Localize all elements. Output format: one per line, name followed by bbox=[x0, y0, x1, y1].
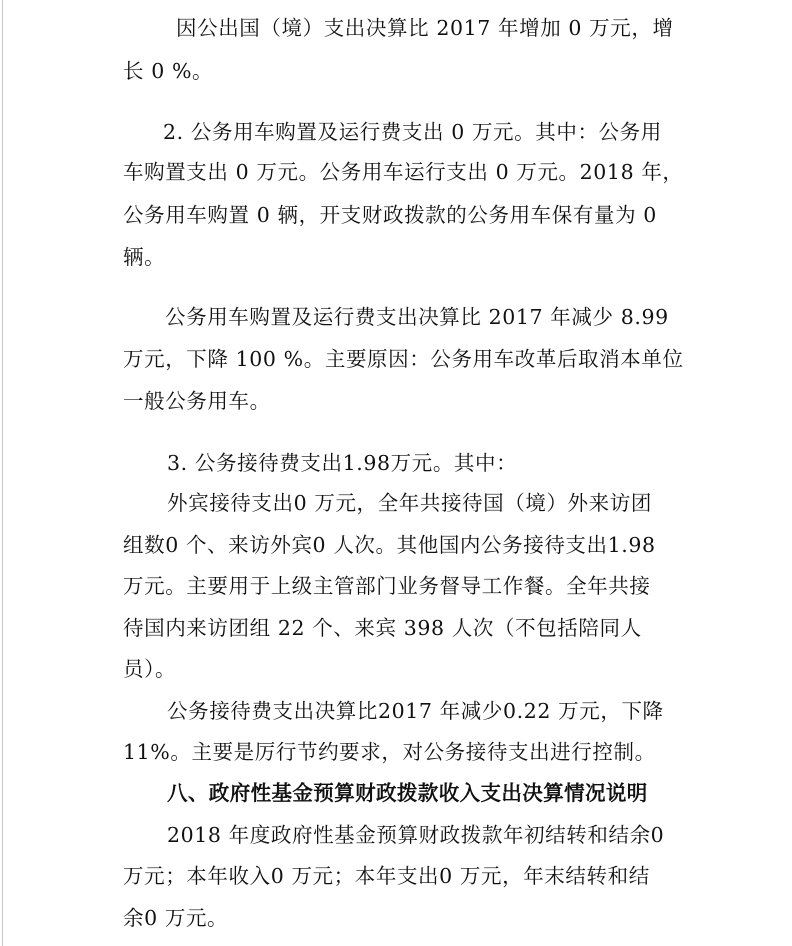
paragraph-line: 2. 公务用车购置及运行费支出 0 万元。其中：公务用 bbox=[163, 120, 662, 144]
paragraph-line: 11%。主要是厉行节约要求，对公务接待支出进行控制。 bbox=[123, 740, 656, 764]
paragraph-line: 余0 万元。 bbox=[123, 906, 229, 930]
paragraph-line: 待国内来访团组 22 个、来宾 398 人次（不包括陪同人 bbox=[123, 616, 642, 640]
paragraph-line: 因公出国（境）支出决算比 2017 年增加 0 万元，增 bbox=[176, 16, 674, 40]
paragraph-line: 组数0 个、来访外宾0 人次。其他国内公务接待支出1.98 bbox=[123, 533, 656, 557]
paragraph-line: 车购置支出 0 万元。公务用车运行支出 0 万元。2018 年， bbox=[123, 160, 684, 184]
paragraph-line: 公务用车购置 0 辆，开支财政拨款的公务用车保有量为 0 bbox=[123, 203, 657, 227]
paragraph-line: 辆。 bbox=[123, 245, 166, 269]
paragraph-line: 一般公务用车。 bbox=[123, 389, 271, 413]
paragraph-line: 公务接待费支出决算比2017 年减少0.22 万元，下降 bbox=[167, 699, 664, 723]
paragraph-line: 万元。主要用于上级主管部门业务督导工作餐。全年共接 bbox=[123, 574, 651, 598]
paragraph-line: 万元；本年收入0 万元；本年支出0 万元，年末结转和结 bbox=[123, 864, 650, 888]
paragraph-line: 员）。 bbox=[123, 657, 177, 681]
paragraph-line: 外宾接待支出0 万元，全年共接待国（境）外来访团 bbox=[167, 491, 652, 515]
section-heading: 八、政府性基金预算财政拨款收入支出决算情况说明 bbox=[167, 781, 648, 805]
paragraph-line: 3. 公务接待费支出1.98万元。其中： bbox=[167, 451, 518, 475]
paragraph-line: 公务用车购置及运行费支出决算比 2017 年减少 8.99 bbox=[165, 305, 669, 329]
page-edge-divider bbox=[2, 0, 3, 946]
paragraph-line: 2018 年度政府性基金预算财政拨款年初结转和结余0 bbox=[167, 823, 665, 847]
paragraph-line: 万元，下降 100 %。主要原因：公务用车改革后取消本单位 bbox=[123, 347, 684, 371]
paragraph-line: 长 0 %。 bbox=[123, 59, 214, 83]
